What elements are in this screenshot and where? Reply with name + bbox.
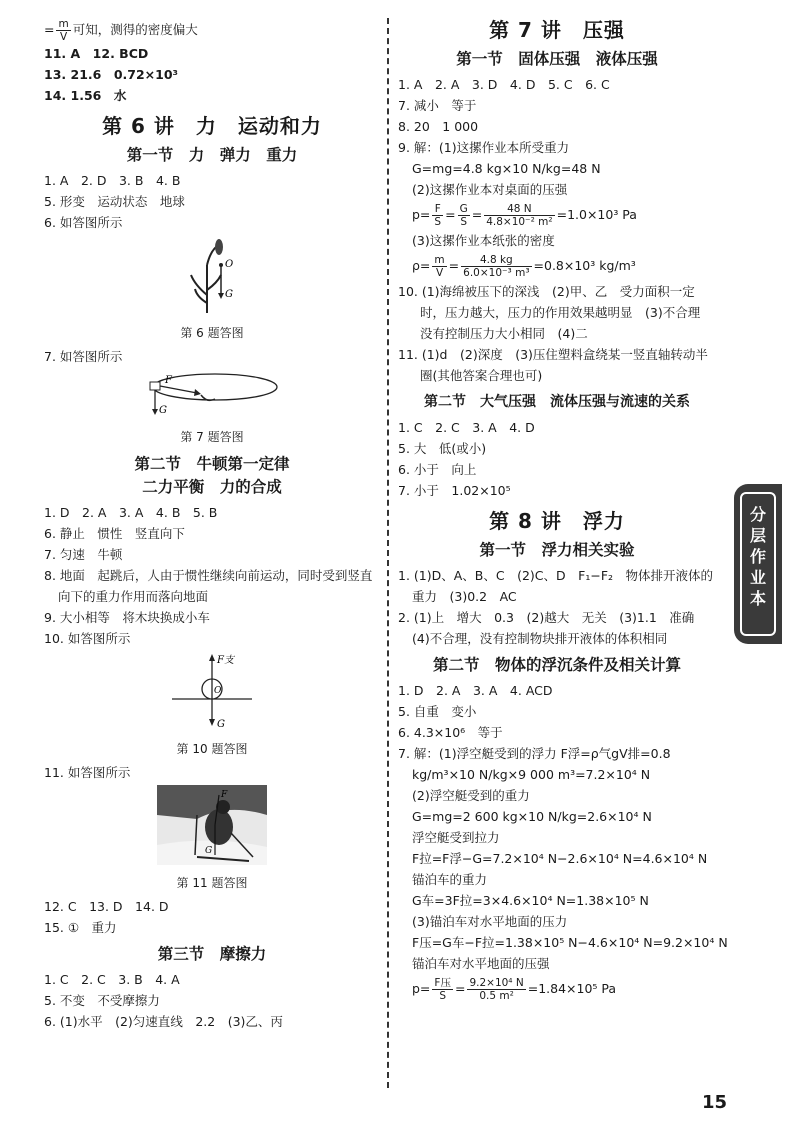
formula-result: =1.84×10⁵ Pa — [527, 981, 617, 996]
l8s1-answer-2: 2. (1)上 增大 0.3 (2)越大 无关 (3)1.1 准确 (4)不合理，没有控制物块排开液体的体积相同 — [398, 610, 707, 646]
l8s2-answer-7-i: F压=G车−F拉=1.38×10⁵ N−4.6×10⁴ N=9.2×10⁴ N — [412, 935, 728, 950]
fig10-label-f: F支 — [217, 655, 234, 666]
frac-num: G — [459, 203, 468, 215]
l8s2-answer-6: 6. 4.3×10⁶ 等于 — [398, 725, 503, 740]
lecture-6-title: 第 6 讲 力 运动和力 — [102, 114, 322, 138]
l6s2-answer-12: 12. C 13. D 14. D — [44, 899, 169, 914]
frac-g-s — [458, 203, 470, 228]
side-tab-label — [740, 492, 776, 636]
frac-den: S — [460, 216, 467, 228]
answer-14: 14. 1.56 水 — [44, 88, 127, 103]
l6s2-answer-7: 7. 匀速 牛顿 — [44, 547, 123, 562]
fig11-label-g: G — [205, 846, 213, 856]
l8s2-answer-7-e: F拉=F浮−G=7.2×10⁴ N−2.6×10⁴ N=4.6×10⁴ N — [412, 851, 708, 866]
frac-values — [484, 203, 554, 228]
fig7-label-f: F — [165, 375, 172, 386]
formula-lhs: p= — [412, 981, 431, 996]
frac-m-v — [432, 254, 446, 279]
l7s1-answer-9-head: 9. 解：(1)这摞作业本所受重力 — [398, 140, 570, 155]
frac-den: 4.8×10⁻² m² — [486, 216, 553, 228]
l7s1-answer-9-gravity: G=mg=4.8 kg×10 N/kg=48 N — [412, 161, 601, 176]
circular-motion-diagram — [137, 369, 287, 419]
figure-7-caption: 第 7 题答图 — [180, 430, 244, 444]
frac-den: S — [439, 990, 447, 1002]
l8s2-answer-7-f: 锚泊车的重力 — [412, 872, 488, 887]
fig10-label-o: O — [214, 686, 222, 696]
density-formula: ρ= $\frac{m}{V}$ = $\frac{4.8 kg}{\text{6.0×10⁻³ m³}}$ =0.8×10³ kg/m³ — [412, 254, 636, 279]
l6s1-answer-5: 5. 形变 运动状态 地球 — [44, 194, 185, 209]
side-tab-char: 分 — [749, 505, 766, 524]
fig10-label-g: G — [217, 719, 225, 730]
l8s2-answer-5: 5. 自重 变小 — [398, 704, 477, 719]
side-tab-char: 作 — [749, 547, 766, 566]
formula-lhs: ρ= — [412, 258, 431, 273]
l8s2-answer-7-c: G=mg=2 600 kg×10 N/kg=2.6×10⁴ N — [412, 809, 652, 824]
side-tab-char: 业 — [749, 568, 766, 587]
lecture-7-section-1-title: 第一节 固体压强 液体压强 — [456, 50, 658, 68]
l7s1-answer-10: 10. (1)海绵被压下的深浅 (2)甲、乙 受力面积一定时，压力越大，压力的作用效果越明显 (3)不合理 没有控制压力大小相同 (4)二 — [398, 284, 713, 341]
figure-6-caption: 第 6 题答图 — [180, 326, 244, 340]
lecture-7-title: 第 7 讲 压强 — [489, 18, 625, 42]
side-tab — [734, 484, 782, 644]
l8s2-answer-7-a: 7. 解：(1)浮空艇受到的浮力 F浮=ρ气gV排=0.8 kg/m³×10 N/kg×9 000 m³=7.2×10⁴ N — [398, 746, 671, 782]
l8s2-answer-7-d: 浮空艇受到拉力 — [412, 830, 500, 845]
lecture-6-section-3-title: 第三节 摩擦力 — [157, 945, 267, 963]
formula-eq: = — [445, 207, 456, 222]
l6s1-answer-7: 7. 如答图所示 — [44, 349, 123, 364]
lecture-6-section-2-title-a: 第二节 牛顿第一定律 — [134, 455, 290, 473]
frac-num: m — [434, 254, 445, 266]
l6s3-answer-1: 1. C 2. C 3. B 4. A — [44, 972, 180, 987]
lecture-8-section-2-title: 第二节 物体的浮沉条件及相关计算 — [432, 656, 681, 674]
lecture-6-section-1-title: 第一节 力 弹力 重力 — [126, 146, 298, 164]
l7s2-answer-6: 6. 小于 向上 — [398, 462, 477, 477]
intro-prefix: = — [44, 22, 55, 37]
intro-line — [44, 18, 380, 43]
figure-11 — [44, 785, 380, 871]
l6s1-answer-6: 6. 如答图所示 — [44, 215, 123, 230]
lecture-8-title: 第 8 讲 浮力 — [489, 509, 625, 533]
l6s2-answer-1: 1. D 2. A 3. A 4. B 5. B — [44, 505, 218, 520]
intro-text: 可知，测得的密度偏大 — [72, 22, 198, 37]
lecture-8-section-1-title: 第一节 浮力相关实验 — [479, 541, 635, 559]
frac-num: F压 — [434, 977, 451, 989]
l6s2-answer-8: 8. 地面 起跳后，人由于惯性继续向前运动，同时受到竖直向下的重力作用而落向地面 — [44, 568, 373, 604]
formula-lhs: p= — [412, 207, 431, 222]
right-column — [398, 18, 728, 1004]
frac-num: 4.8 kg — [461, 254, 531, 267]
answer-13: 13. 21.6 0.72×10³ — [44, 67, 179, 82]
frac-num: 48 N — [484, 203, 554, 216]
l8s1-answer-1: 1. (1)D、A、B、C (2)C、D F₁−F₂ 物体排开液体的重力 (3)0.2 AC — [398, 568, 714, 604]
l7s1-answer-1: 1. A 2. A 3. D 4. D 5. C 6. C — [398, 77, 610, 92]
figure-10-caption: 第 10 题答图 — [176, 742, 248, 756]
column-divider — [387, 18, 389, 1088]
l6s3-answer-5: 5. 不变 不受摩擦力 — [44, 993, 160, 1008]
figure-11-caption: 第 11 题答图 — [176, 876, 248, 890]
figure-6 — [44, 235, 380, 321]
fig7-label-g: G — [159, 405, 167, 416]
l6s2-answer-6: 6. 静止 惯性 竖直向下 — [44, 526, 185, 541]
wheat-plant-diagram — [177, 235, 247, 315]
formula-result: =1.0×10³ Pa — [556, 207, 637, 222]
frac-num: 9.2×10⁴ N — [469, 977, 524, 989]
l7s1-answer-9-part3: (3)这摞作业本纸张的密度 — [412, 233, 555, 248]
figure-10 — [44, 651, 380, 737]
frac-den: 6.0×10⁻³ m³ — [463, 267, 530, 279]
l7s1-answer-7: 7. 减小 等于 — [398, 98, 477, 113]
skier-photo-diagram — [157, 785, 267, 865]
formula-result: =0.8×10³ kg/m³ — [533, 258, 636, 273]
fig6-label-o: O — [225, 259, 234, 270]
l6s2-answer-11: 11. 如答图所示 — [44, 765, 131, 780]
frac-num: F — [432, 203, 443, 216]
ball-forces-diagram — [167, 651, 257, 731]
l8s2-answer-7-h: (3)锚泊车对水平地面的压力 — [412, 914, 568, 929]
frac-den: S — [434, 216, 442, 228]
l7s2-answer-1: 1. C 2. C 3. A 4. D — [398, 420, 535, 435]
l8s2-answer-7-b: (2)浮空艇受到的重力 — [412, 788, 530, 803]
frac-f-s — [432, 203, 443, 228]
intro-fraction — [56, 18, 70, 43]
lecture-6-section-2-title-b: 二力平衡 力的合成 — [142, 478, 282, 496]
l6s1-answer-1: 1. A 2. D 3. B 4. B — [44, 173, 181, 188]
side-tab-char: 本 — [749, 589, 766, 608]
frac-num: m — [58, 18, 69, 30]
frac-f-s — [432, 977, 453, 1002]
l6s2-answer-15: 15. ① 重力 — [44, 920, 117, 935]
frac-values — [467, 977, 525, 1002]
answer-11-12: 11. A 12. BCD — [44, 46, 149, 61]
fig11-label-f: F — [221, 790, 228, 800]
l6s2-answer-9: 9. 大小相等 将木块换成小车 — [44, 610, 210, 625]
figure-7 — [44, 369, 380, 425]
left-column — [44, 18, 380, 1032]
frac-den: V — [435, 267, 444, 279]
l8s2-answer-7-j: 锚泊车对水平地面的压强 — [412, 956, 550, 971]
l7s1-answer-11: 11. (1)d (2)深度 (3)压住塑料盒绕某一竖直轴转动半圈(其他答案合理也可) — [398, 347, 708, 383]
page-number: 15 — [702, 1092, 728, 1113]
l7s2-answer-5: 5. 大 低(或小) — [398, 441, 487, 456]
pressure-formula: p= $\frac{F}{S}$ = $\frac{G}{S}$ = $\frac{48 N}{\text{4.8×10⁻² m²}}$ =1.0×10³ Pa — [412, 203, 637, 228]
l7s1-answer-8: 8. 20 1 000 — [398, 119, 479, 134]
l6s2-answer-10: 10. 如答图所示 — [44, 631, 131, 646]
side-tab-char: 层 — [749, 526, 766, 545]
frac-values — [461, 254, 531, 279]
l7s1-answer-9-part2: (2)这摞作业本对桌面的压强 — [412, 182, 568, 197]
anchor-pressure-formula: p= $\frac{\text{F压}}{S}$ = $\frac{\text{9.2×10⁴ N}}{\text{0.5 m²}}$ =1.84×10⁵ Pa — [412, 977, 617, 1002]
fig6-label-g: G — [225, 289, 233, 300]
frac-den: V — [60, 31, 68, 43]
frac-den: 0.5 m² — [479, 990, 514, 1002]
l8s2-answer-1: 1. D 2. A 3. A 4. ACD — [398, 683, 553, 698]
l8s2-answer-7-g: G车=3F拉=3×4.6×10⁴ N=1.38×10⁵ N — [412, 893, 649, 908]
lecture-7-section-2-title: 第二节 大气压强 流体压强与流速的关系 — [424, 394, 690, 410]
l7s2-answer-7: 7. 小于 1.02×10⁵ — [398, 483, 511, 498]
l6s3-answer-6: 6. (1)水平 (2)匀速直线 2.2 (3)乙、丙 — [44, 1014, 283, 1029]
